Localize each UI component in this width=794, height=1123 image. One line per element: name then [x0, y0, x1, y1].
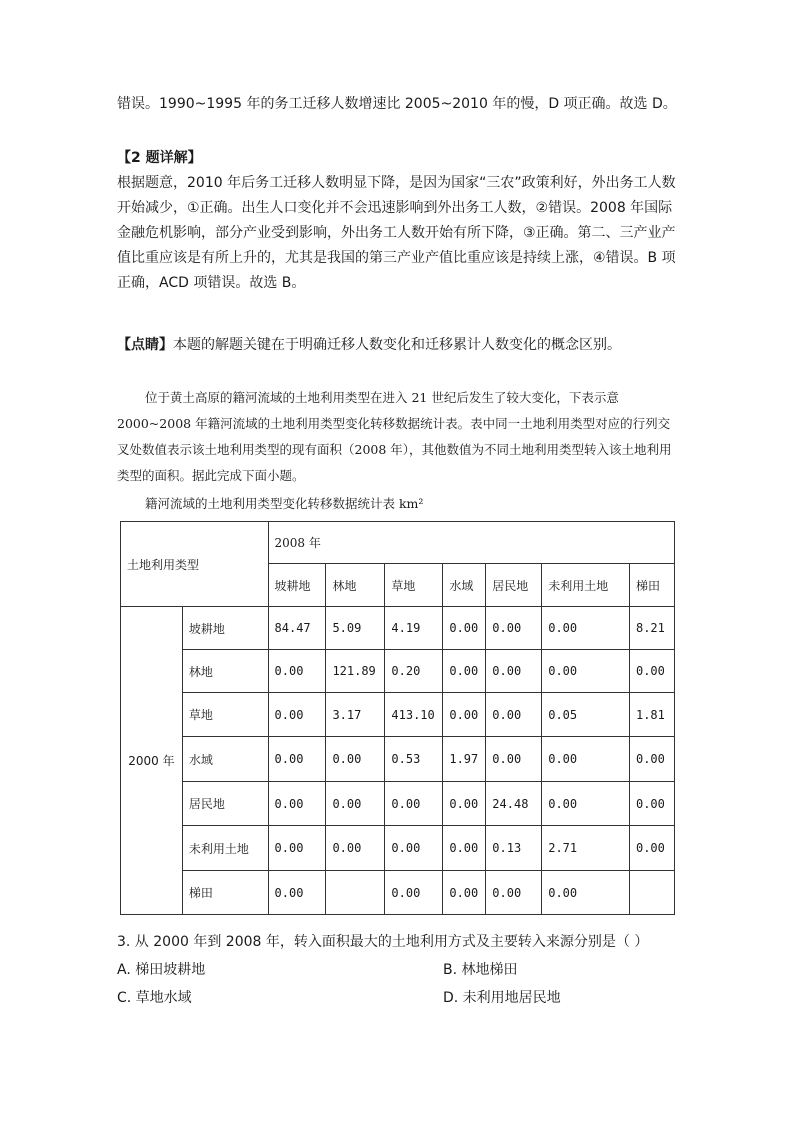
col-header: 未利用土地 — [542, 564, 630, 607]
option-d[interactable]: D. 未利用地居民地 — [443, 990, 561, 1006]
header-row-1 — [121, 522, 675, 564]
table-cell: 0.00 — [326, 826, 385, 871]
table-cell: 0.00 — [629, 782, 674, 826]
table-cell: 0.00 — [268, 871, 326, 915]
option-b[interactable]: B. 林地梯田 — [443, 962, 518, 978]
table-cell: 0.00 — [629, 650, 674, 693]
col-header: 水域 — [443, 564, 486, 607]
row-label: 水域 — [182, 737, 268, 782]
table-cell: 0.00 — [542, 782, 630, 826]
table-cell: 0.00 — [443, 782, 486, 826]
tip-text: 本题的解题关键在于明确迁移人数变化和迁移累计人数变化的概念区别。 — [173, 337, 621, 353]
table-row — [121, 871, 675, 915]
table-cell: 0.00 — [326, 737, 385, 782]
table-row — [121, 650, 675, 693]
row-label: 居民地 — [182, 782, 268, 826]
table-row — [121, 782, 675, 826]
table-cell: 2.71 — [542, 826, 630, 871]
answer-line-1: 错误。1990~1995 年的务工迁移人数增速比 2005~2010 年的慢，D 项正确。故选 D。 — [117, 96, 677, 112]
table-cell: 0.53 — [385, 737, 443, 782]
table-cell: 0.00 — [542, 737, 630, 782]
table-cell: 0.00 — [268, 693, 326, 737]
col-header: 梯田 — [629, 564, 674, 607]
table-cell: 1.81 — [629, 693, 674, 737]
option-c[interactable]: C. 草地水域 — [117, 990, 192, 1006]
col-header: 草地 — [385, 564, 443, 607]
tip-label: 【点睛】 — [117, 337, 173, 353]
table-cell: 0.00 — [268, 737, 326, 782]
table-cell: 0.00 — [486, 650, 542, 693]
table-cell: 0.00 — [385, 826, 443, 871]
table-cell: 3.17 — [326, 693, 385, 737]
table-cell: 0.00 — [385, 782, 443, 826]
table-cell: 0.00 — [443, 826, 486, 871]
table-cell: 0.00 — [486, 693, 542, 737]
col-header: 居民地 — [486, 564, 542, 607]
table-row — [121, 693, 675, 737]
row-label: 林地 — [182, 650, 268, 693]
table-cell: 0.00 — [443, 871, 486, 915]
table-cell: 0.00 — [268, 826, 326, 871]
col-header: 坡耕地 — [268, 564, 326, 607]
intro-paragraph: 位于黄土高原的籍河流域的土地利用类型在进入 21 世纪后发生了较大变化，下表示意 2000~2008 年籍河流域的土地利用类型变化转移数据统计表。表中同一土地利用类型对应的行列交叉处数值表示该土地利用类型的现有面积（2008 年），其他数值为不同土地利用类型转入该土地利用类型的面积。据此完成下面小题。 — [117, 390, 672, 483]
question-stem: 3. 从 2000 年到 2008 年，转入面积最大的土地利用方式及主要转入来源分别是（ ） — [117, 934, 649, 950]
table-cell: 8.21 — [629, 607, 674, 650]
table-row — [121, 737, 675, 782]
table-cell: 0.00 — [268, 782, 326, 826]
table-cell: 24.48 — [486, 782, 542, 826]
tip-paragraph — [117, 333, 677, 358]
table-cell — [326, 871, 385, 915]
table-cell: 0.00 — [486, 737, 542, 782]
row-label: 梯田 — [182, 871, 268, 915]
table-cell: 1.97 — [443, 737, 486, 782]
table-row — [121, 607, 675, 650]
detail-paragraph: 根据题意，2010 年后务工迁移人数明显下降，是因为国家“三农”政策利好，外出务工人数开始减少，①正确。出生人口变化并不会迅速影响到外出务工人数，②错误。2008 年国际金融危机影响，部分产业受到影响，外出务工人数开始有所下降，③正确。第二、三产业产值比重应该是有所上升的，尤其是我国的第三产业产值比重应该是持续上涨，④错误。B 项正确，ACD 项错误。故选 B。 — [117, 175, 676, 291]
table-cell: 0.00 — [443, 650, 486, 693]
table-cell: 0.13 — [486, 826, 542, 871]
col-header: 林地 — [326, 564, 385, 607]
table-cell: 0.00 — [486, 871, 542, 915]
row-label: 未利用土地 — [182, 826, 268, 871]
row-label: 坡耕地 — [182, 607, 268, 650]
table-cell: 5.09 — [326, 607, 385, 650]
land-use-table — [120, 521, 675, 915]
table-cell: 0.00 — [542, 650, 630, 693]
table-cell: 413.10 — [385, 693, 443, 737]
table-cell: 0.20 — [385, 650, 443, 693]
table-row — [121, 826, 675, 871]
table-caption: 籍河流域的土地利用类型变化转移数据统计表 km² — [145, 496, 424, 511]
table-cell: 0.00 — [629, 737, 674, 782]
corner-cell: 土地利用类型 — [121, 522, 269, 607]
year-2000-cell: 2000 年 — [121, 607, 183, 915]
table-cell: 0.00 — [486, 607, 542, 650]
option-a[interactable]: A. 梯田坡耕地 — [117, 962, 206, 978]
table-cell: 0.00 — [629, 826, 674, 871]
table-cell: 121.89 — [326, 650, 385, 693]
year-2008-cell: 2008 年 — [268, 522, 674, 564]
table-cell: 0.00 — [542, 871, 630, 915]
table-cell: 84.47 — [268, 607, 326, 650]
table-cell: 4.19 — [385, 607, 443, 650]
table-cell — [629, 871, 674, 915]
row-label: 草地 — [182, 693, 268, 737]
table-cell: 0.00 — [443, 607, 486, 650]
table-cell: 0.00 — [385, 871, 443, 915]
table-cell: 0.05 — [542, 693, 630, 737]
detail-heading: 【2 题详解】 — [117, 150, 202, 166]
table-cell: 0.00 — [268, 650, 326, 693]
table-cell: 0.00 — [542, 607, 630, 650]
table-cell: 0.00 — [326, 782, 385, 826]
table-cell: 0.00 — [443, 693, 486, 737]
